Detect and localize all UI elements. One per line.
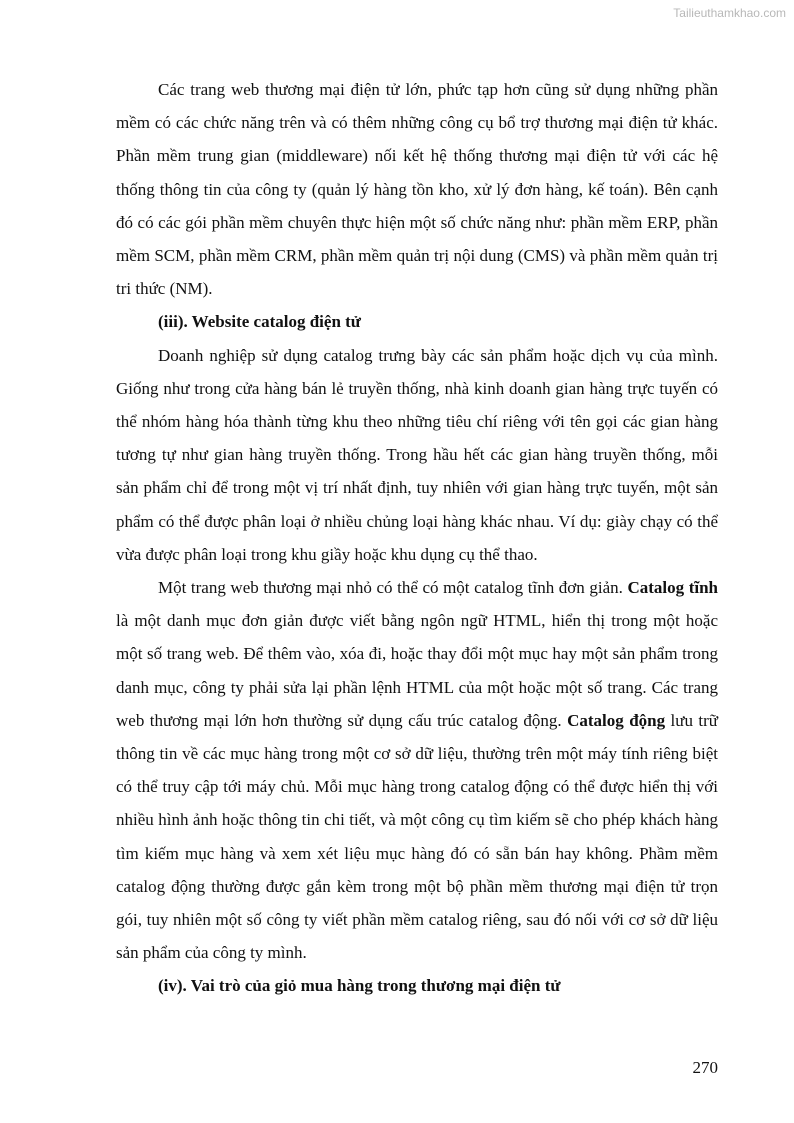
term-static-catalog: Catalog tĩnh xyxy=(627,578,718,598)
text-run: là một danh mục đơn giản được viết bằng ngôn ngữ HTML, hiển thị trong một hoặc một số trang web. Để thêm vào, xóa đi, hoặc thay đổi một mục hay một sản phẩm trong danh mục, công ty phải sửa lại phần lệnh HTML của một hoặc một số trang. Các trang web thương mại lớn hơn thường sử dụng cấu trúc catalog động. xyxy=(116,611,718,730)
section-heading-iv: (iv). Vai trò của giỏ mua hàng trong thương mại điện tử xyxy=(158,976,561,996)
page-body xyxy=(116,73,718,1003)
text-run: lưu trữ thông tin về các mục hàng trong một cơ sở dữ liệu, thường trên một máy tính riêng biệt có thể truy cập tới máy chủ. Mỗi mục hàng trong catalog động có thể được hiển thị với nhiều hình ảnh hoặc thông tin chi tiết, và một công cụ tìm kiếm sẽ cho phép khách hàng tìm kiếm mục hàng và xem xét liệu mục hàng đó có sẵn bán hay không. Phầm mềm catalog động thường được gắn kèm trong một bộ phần mềm thương mại điện tử trọn gói, tuy nhiên một số công ty viết phần mềm catalog riêng, sau đó nối với cơ sở dữ liệu sản phẩm của công ty mình. xyxy=(116,710,718,963)
paragraph-static-dynamic-catalog xyxy=(116,571,718,969)
section-heading-iii: (iii). Website catalog điện tử xyxy=(158,312,362,332)
paragraph-ecommerce-software: Các trang web thương mại điện tử lớn, phức tạp hơn cũng sử dụng những phần mềm có các chức năng trên và có thêm những công cụ bổ trợ thương mại điện tử khác. Phần mềm trung gian (middleware) nối kết hệ thống thương mại điện tử với các hệ thống thông tin của công ty (quản lý hàng tồn kho, xử lý đơn hàng, kế toán). Bên cạnh đó có các gói phần mềm chuyên thực hiện một số chức năng như: phần mềm ERP, phần mềm SCM, phần mềm CRM, phần mềm quản trị nội dung (CMS) và phần mềm quản trị tri thức (NM). xyxy=(116,80,718,299)
term-dynamic-catalog: Catalog động xyxy=(567,710,666,730)
page-number: 270 xyxy=(692,1058,718,1077)
watermark: Tailieuthamkhao.com xyxy=(673,6,786,20)
text-run: Một trang web thương mại nhỏ có thể có một catalog tĩnh đơn giản. xyxy=(158,578,628,598)
paragraph-catalog-intro: Doanh nghiệp sử dụng catalog trưng bày các sản phẩm hoặc dịch vụ của mình. Giống như trong cửa hàng bán lẻ truyền thống, nhà kinh doanh gian hàng trực tuyến có thể nhóm hàng hóa thành từng khu theo những tiêu chí riêng với tên gọi các gian hàng tương tự như gian hàng truyền thống. Trong hầu hết các gian hàng truyền thống, mỗi sản phẩm chỉ để trong một vị trí nhất định, tuy nhiên với gian hàng trực tuyến, một sản phẩm có thể được phân loại ở nhiều chủng loại hàng khác nhau. Ví dụ: giày chạy có thể vừa được phân loại trong khu giầy hoặc khu dụng cụ thể thao. xyxy=(116,345,718,564)
